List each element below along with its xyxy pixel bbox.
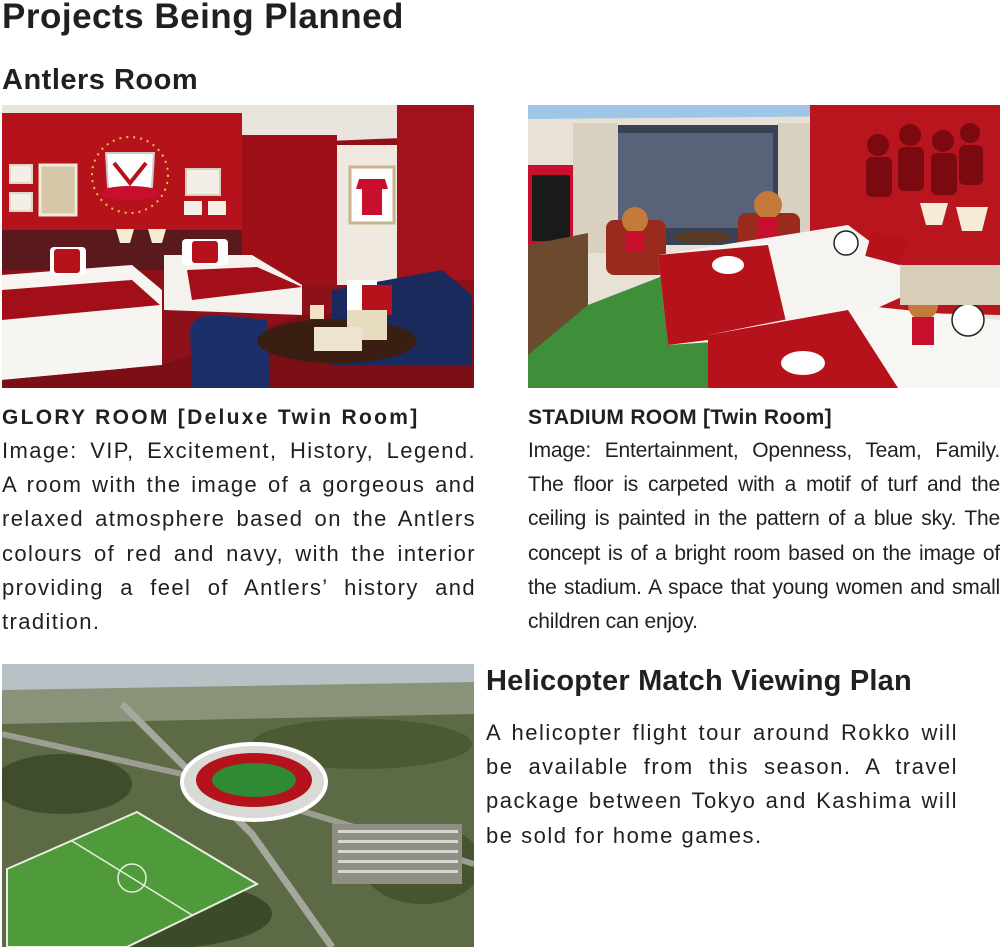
page-title: Projects Being Planned (2, 0, 404, 36)
stadium-room-title: STADIUM ROOM [Twin Room] (528, 406, 832, 429)
section-title-antlers-room: Antlers Room (2, 64, 199, 96)
glory-room-description: Image: VIP, Excitement, History, Legend. A room with the image of a gorgeous and relaxed atmosphere based on the Antlers colours of red and navy, with the interior providing a feel of Antlers’ history and tradition. (2, 438, 476, 635)
aerial-stadium-photo (2, 664, 474, 947)
helicopter-plan-description: A helicopter flight tour around Rokko will be available from this season. A travel package between Tokyo and Kashima will be sold for home games. (486, 720, 958, 848)
stadium-room-description: Image: Entertainment, Openness, Team, Family. The floor is carpeted with a motif of turf and the ceiling is painted in the pattern of a blue sky. The concept is of a bright room based on the image of the stadium. A space that young women and small children can enjoy. (528, 439, 1000, 634)
glory-room-photo (2, 105, 474, 388)
stadium-room-photo (528, 105, 1000, 388)
glory-room-title: GLORY ROOM [Deluxe Twin Room] (2, 406, 420, 429)
helicopter-plan-title: Helicopter Match Viewing Plan (486, 665, 912, 697)
